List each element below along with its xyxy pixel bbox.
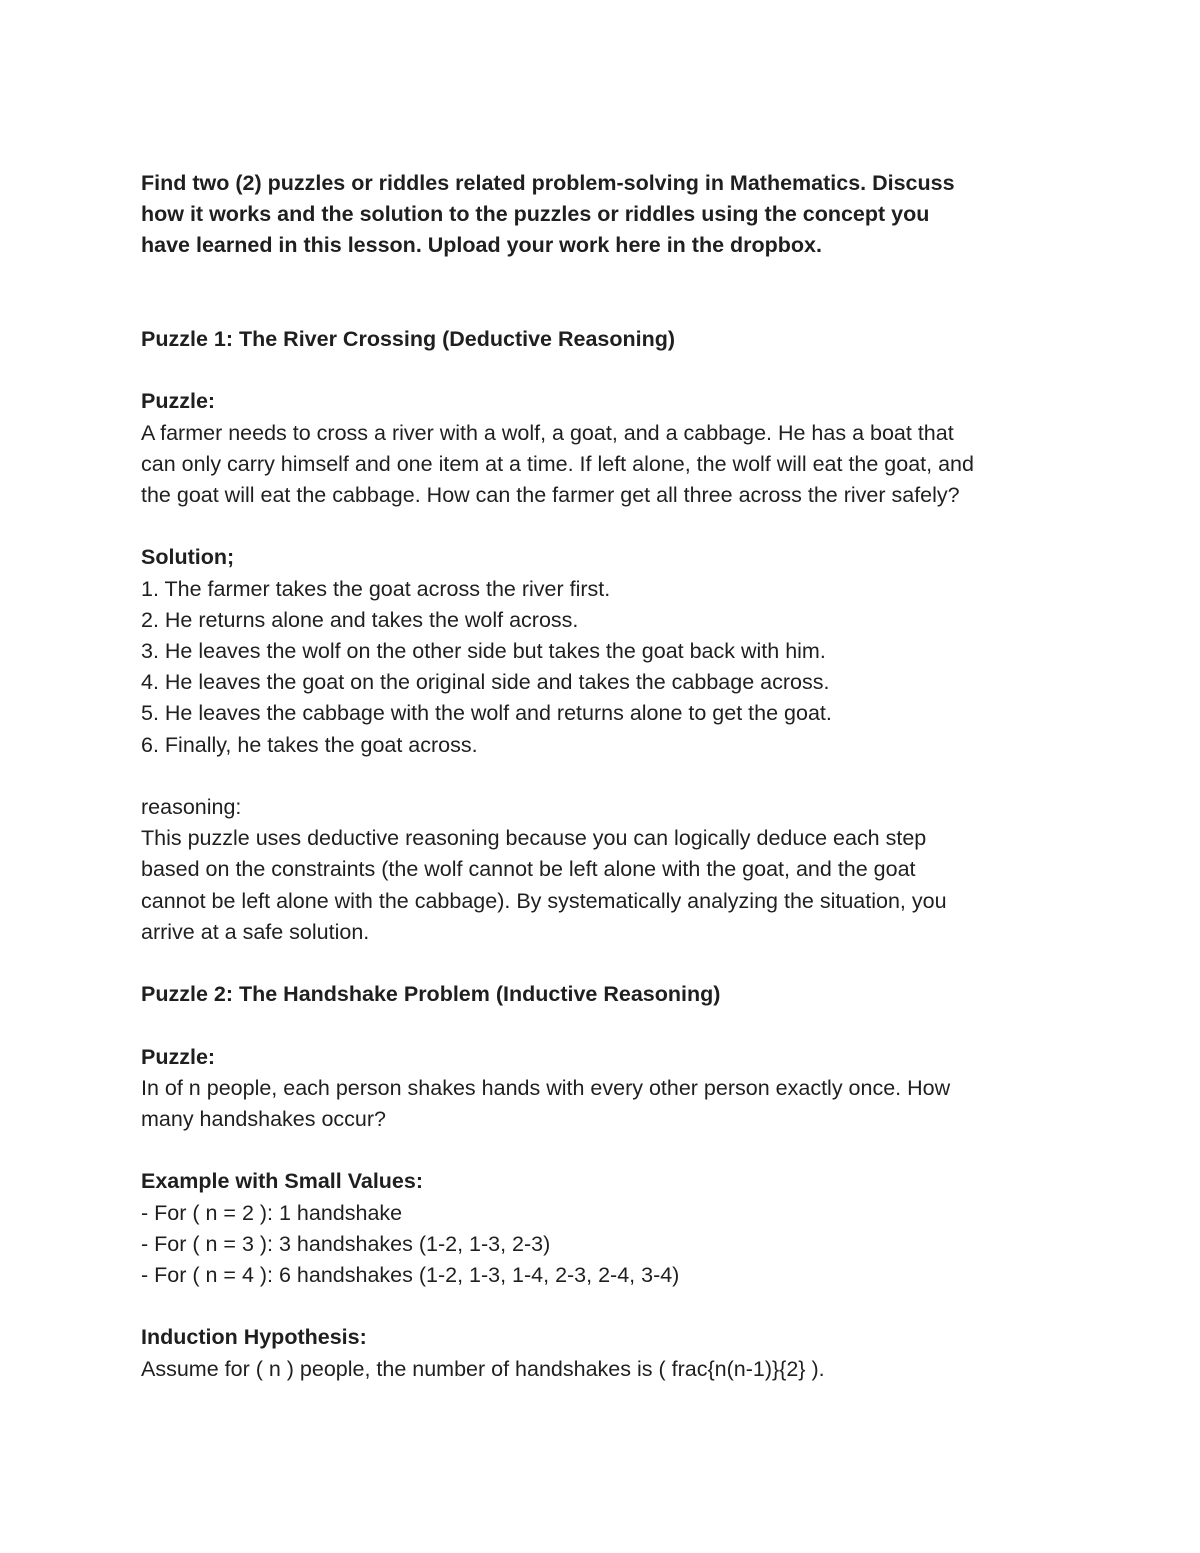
puzzle2-description bbox=[141, 1073, 1071, 1135]
puzzle1-description-line: the goat will eat the cabbage. How can the farmer get all three across the river safely? bbox=[141, 483, 960, 507]
solution-step: 6. Finally, he takes the goat across. bbox=[141, 732, 478, 757]
example-item: - For ( n = 3 ): 3 handshakes (1-2, 1-3, 2-3) bbox=[141, 1231, 551, 1256]
puzzle2-heading: Puzzle 2: The Handshake Problem (Inductive Reasoning) bbox=[141, 982, 721, 1007]
reasoning-line: based on the constraints (the wolf cannot be left alone with the goat, and the goat bbox=[141, 857, 916, 882]
puzzle1-reasoning bbox=[141, 823, 1071, 948]
puzzle2-example-label: Example with Small Values: bbox=[141, 1169, 423, 1194]
puzzle2-examples bbox=[141, 1198, 1071, 1292]
puzzle2-description-line: In of n people, each person shakes hands with every other person exactly once. How bbox=[141, 1075, 951, 1100]
solution-step: 4. He leaves the goat on the original side and takes the cabbage across. bbox=[141, 670, 830, 695]
prompt-line: Find two (2) puzzles or riddles related problem-solving in Mathematics. Discuss bbox=[141, 171, 955, 195]
reasoning-line: arrive at a safe solution. bbox=[141, 919, 370, 944]
puzzle1-description bbox=[141, 418, 1071, 512]
puzzle2-hypothesis-text: Assume for ( n ) people, the number of handshakes is ( frac{n(n-1)}{2} ). bbox=[141, 1356, 825, 1381]
puzzle1-description-line: can only carry himself and one item at a time. If left alone, the wolf will eat the goat, and bbox=[141, 451, 974, 476]
prompt-line: how it works and the solution to the puzzles or riddles using the concept you bbox=[141, 202, 930, 227]
puzzle1-solution-steps bbox=[141, 574, 1071, 761]
example-item: - For ( n = 4 ): 6 handshakes (1-2, 1-3, 1-4, 2-3, 2-4, 3-4) bbox=[141, 1263, 680, 1287]
solution-step: 2. He returns alone and takes the wolf across. bbox=[141, 607, 579, 632]
puzzle2-puzzle-label: Puzzle: bbox=[141, 1044, 216, 1069]
solution-step: 3. He leaves the wolf on the other side but takes the goat back with him. bbox=[141, 639, 826, 663]
puzzle1-description-line: A farmer needs to cross a river with a wolf, a goat, and a cabbage. He has a boat that bbox=[141, 420, 954, 445]
example-item: - For ( n = 2 ): 1 handshake bbox=[141, 1200, 403, 1225]
solution-step: 1. The farmer takes the goat across the river first. bbox=[141, 576, 611, 601]
puzzle1-reasoning-label: reasoning: bbox=[141, 795, 242, 819]
puzzle1-solution-label: Solution; bbox=[141, 545, 235, 570]
reasoning-line: cannot be left alone with the cabbage). By systematically analyzing the situation, you bbox=[141, 888, 947, 913]
solution-step: 5. He leaves the cabbage with the wolf and returns alone to get the goat. bbox=[141, 701, 832, 726]
puzzle2-description-line: many handshakes occur? bbox=[141, 1107, 387, 1131]
prompt-line: have learned in this lesson. Upload your work here in the dropbox. bbox=[141, 233, 822, 258]
puzzle1-heading: Puzzle 1: The River Crossing (Deductive Reasoning) bbox=[141, 327, 676, 351]
puzzle1-puzzle-label: Puzzle: bbox=[141, 389, 216, 414]
puzzle2-hypothesis-label: Induction Hypothesis: bbox=[141, 1325, 367, 1350]
reasoning-line: This puzzle uses deductive reasoning because you can logically deduce each step bbox=[141, 826, 927, 851]
assignment-prompt bbox=[141, 168, 1071, 262]
document-body bbox=[141, 168, 1071, 1385]
